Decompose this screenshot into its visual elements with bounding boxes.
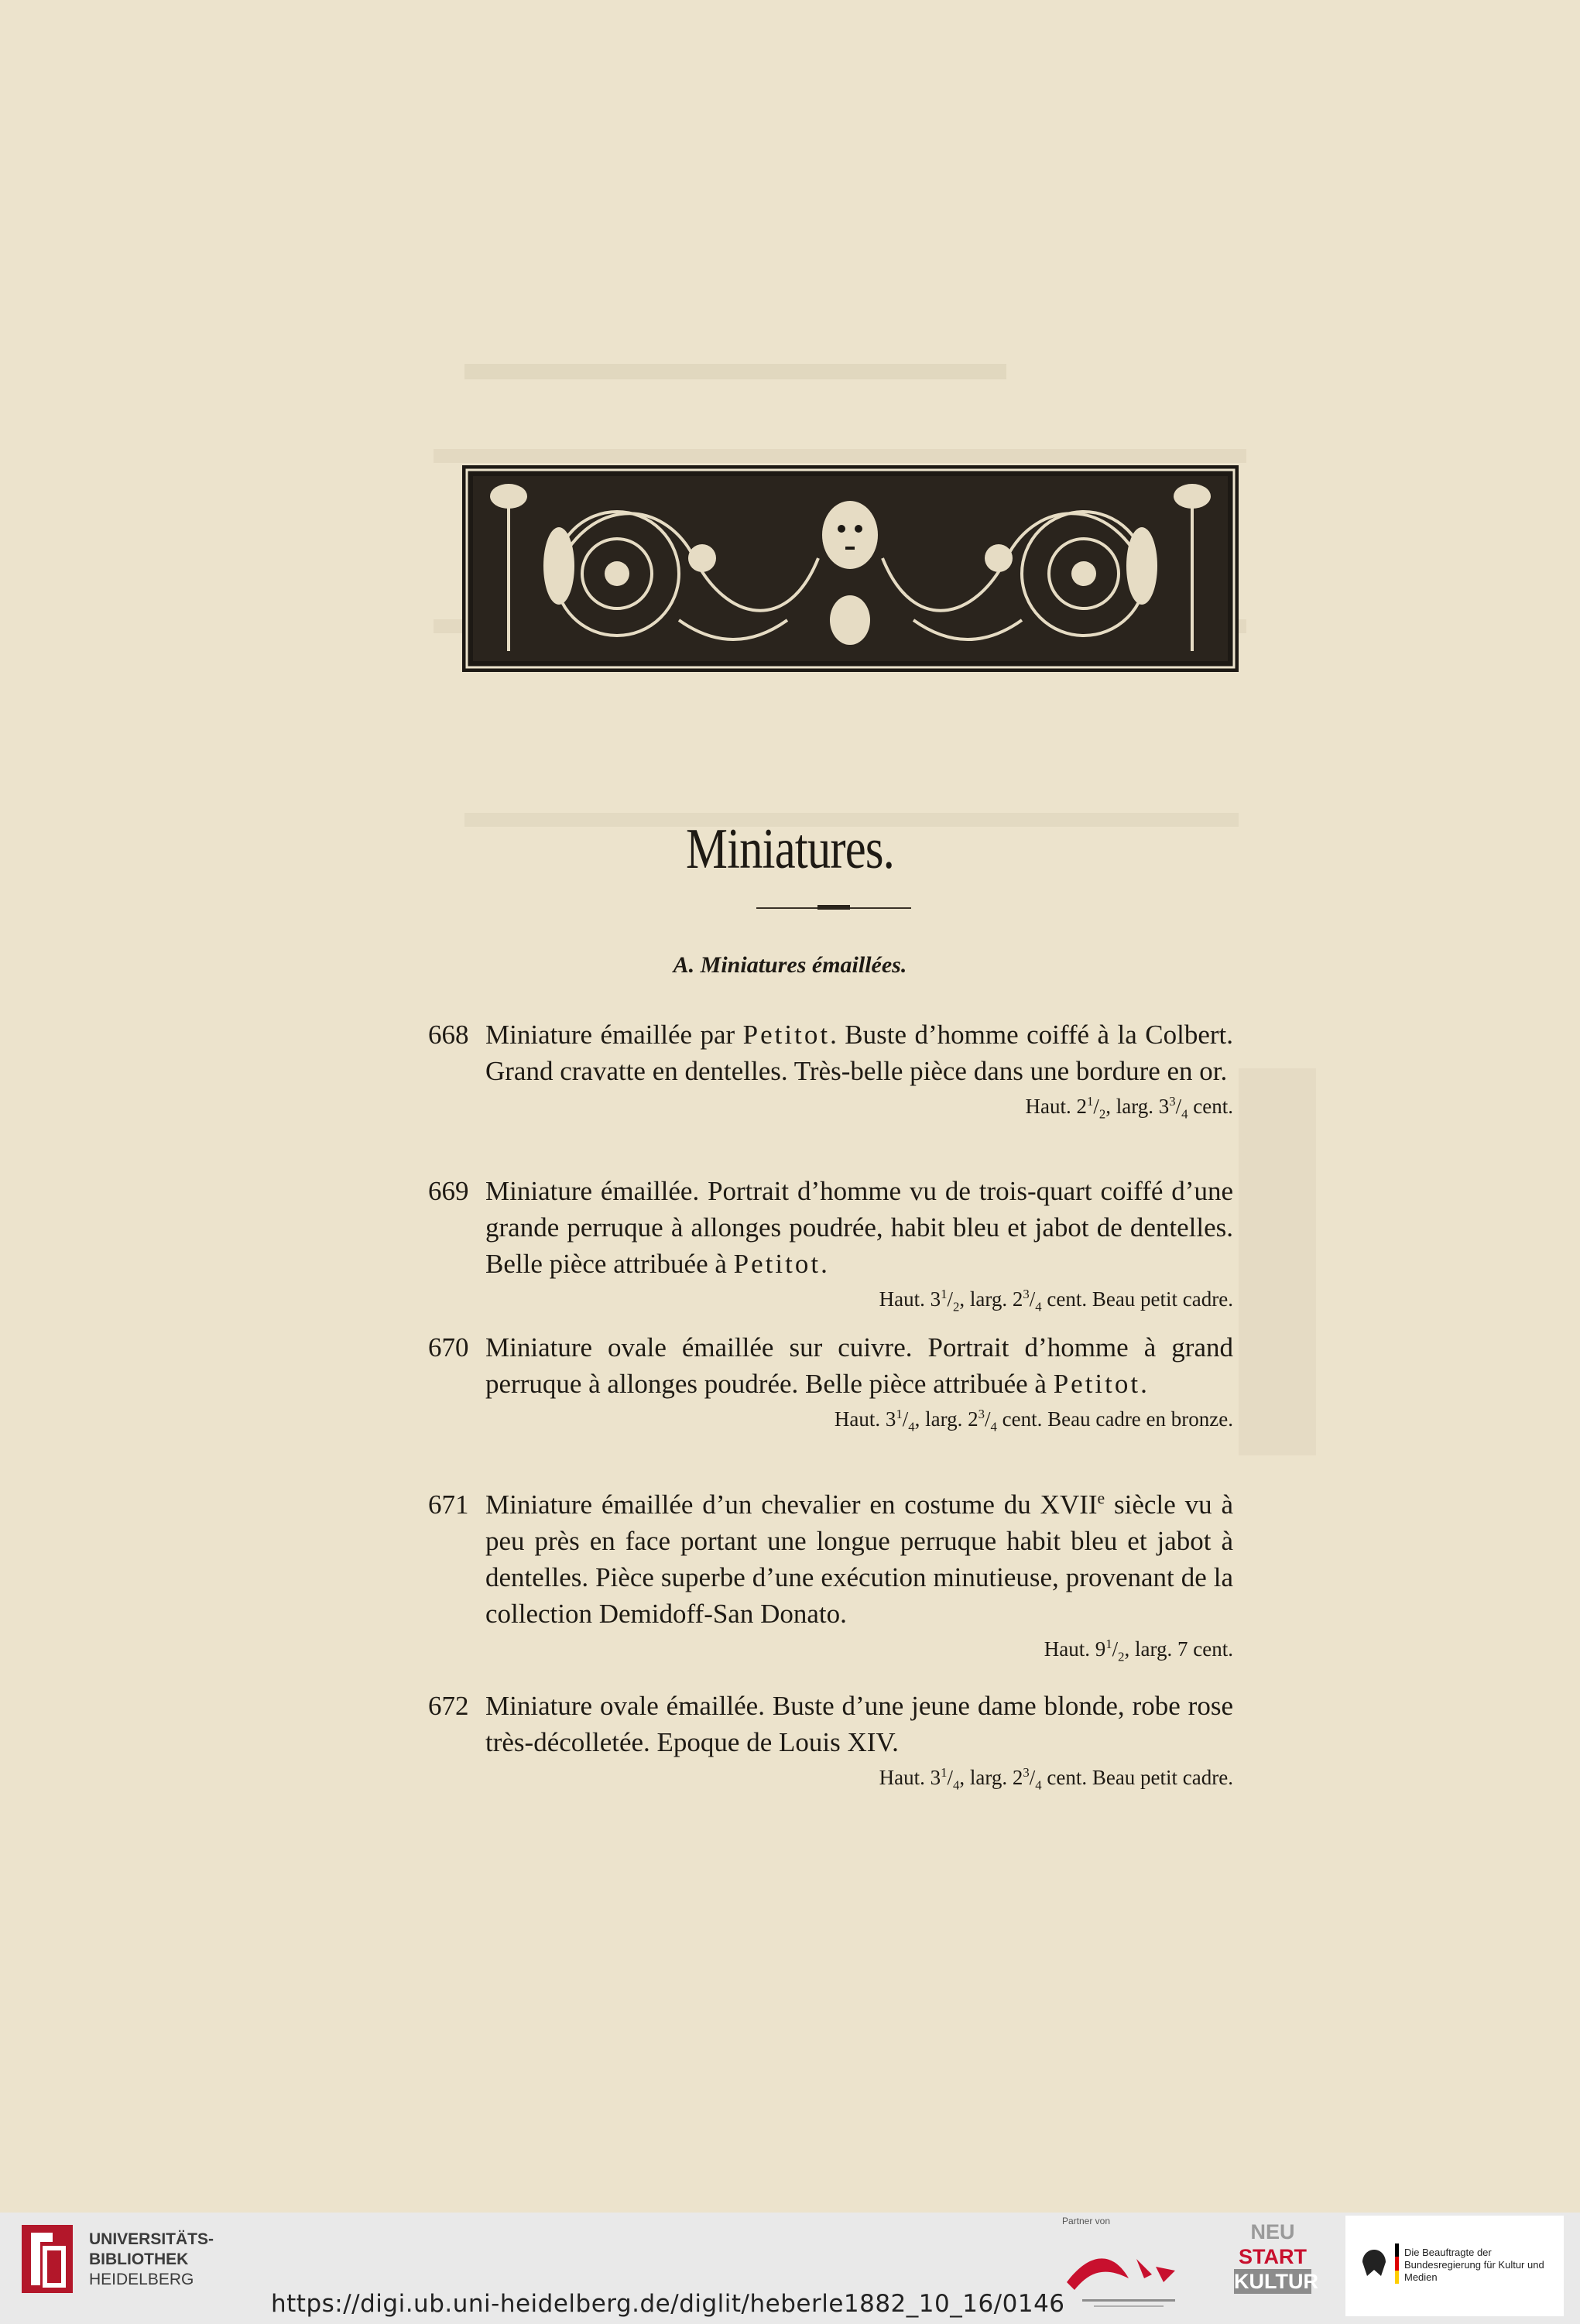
bkm-logo[interactable] [1345, 2216, 1564, 2316]
entry-number: 670 [428, 1332, 469, 1363]
entry-number: 668 [428, 1020, 469, 1050]
federal-eagle-icon [1359, 2247, 1389, 2281]
catalog-entry [428, 1016, 1233, 1120]
catalog-entry [428, 1329, 1233, 1433]
bkm-text: Die Beauftragte der Bundesregierung für Kultur und Medien [1404, 2247, 1544, 2283]
ornamental-frieze [462, 465, 1239, 672]
entry-text: Miniature émaillée par [485, 1020, 743, 1050]
page-title: Miniatures. [685, 818, 895, 881]
entry-dimensions: Haut. $9^1/_2$, larg. 7 cent. [1044, 1637, 1233, 1664]
entry-description [485, 1329, 1233, 1402]
entry-description [485, 1173, 1233, 1282]
entry-number: 671 [428, 1489, 469, 1520]
neustart-kultur-logo[interactable]: NEU START KULTUR [1234, 2220, 1318, 2293]
entry-dimensions: Haut. $3^1/_2$, larg. $2^3/_4$ cent. Beau petit cadre. [879, 1287, 1233, 1315]
artist-name: Petitot [742, 1020, 831, 1050]
catalog-entry [428, 1173, 1233, 1313]
entry-description: Miniature ovale émaillée. Buste d’une jeune dame blonde, robe rose très-décolletée. Epoque de Louis XIV. [485, 1691, 1233, 1757]
deutsche-digitale-bibliothek-logo-icon[interactable] [1059, 2236, 1198, 2313]
artist-name: Petitot [733, 1249, 821, 1279]
entry-text: . [1140, 1369, 1147, 1399]
library-logo-icon[interactable] [22, 2225, 73, 2293]
entry-text: . [821, 1249, 828, 1279]
library-name[interactable]: UNIVERSITÄTS- BIBLIOTHEK HEIDELBERG [89, 2230, 214, 2288]
entry-description: Miniature émaillée d’un chevalier en costume du XVIIe siècle vu à peu près en face portant une longue perruque habit bleu et jabot à dentelles. Pièce superbe d’une exécution minutieuse, provenant de la collection Demidoff-San Donato. [485, 1489, 1233, 1629]
title-rule-center [817, 905, 850, 910]
entry-text: Miniature ovale émaillée sur cuivre. Portrait d’homme à grand perruque à allonges poudrée. Belle pièce attribuée à [485, 1332, 1233, 1399]
entry-text: siècle vu à peu près en face portant une longue perruque habit bleu et jabot à dentelles. Pièce superbe d’une exécution minutieuse, provenant de la collection Demidoff-San Donato. [485, 1489, 1233, 1629]
german-flag-icon [1395, 2243, 1399, 2284]
artist-name: Petitot [1053, 1369, 1141, 1399]
entry-text: . Buste d’homme coiffé à la Colbert. Grand cravatte en dentelles. Très-belle pièce dans une bordure en or. [485, 1020, 1233, 1086]
entry-number: 669 [428, 1176, 469, 1206]
entry-text: Miniature émaillée d’un chevalier en costume du XVII [485, 1489, 1098, 1520]
partner-label: Partner von [1062, 2216, 1111, 2226]
permalink-url[interactable]: https://digi.ub.uni-heidelberg.de/diglit/heberle1882_10_16/0146 [271, 2290, 1065, 2318]
catalog-entry [428, 1688, 1233, 1791]
entry-dimensions: Haut. $3^1/_4$, larg. $2^3/_4$ cent. Beau cadre en bronze. [834, 1407, 1233, 1435]
entry-text: Miniature émaillée. Portrait d’homme vu de trois-quart coiffé d’une grande perruque à allonges poudrée, habit bleu et jabot de dentelles. Belle pièce attribuée à [485, 1176, 1233, 1279]
section-subheading: A. Miniatures émaillées. [673, 952, 907, 978]
entry-number: 672 [428, 1691, 469, 1721]
entry-dimensions: Haut. $3^1/_4$, larg. $2^3/_4$ cent. Beau petit cadre. [879, 1765, 1233, 1793]
entry-dimensions: Haut. $2^1/_2$, larg. $3^3/_4$ cent. [1025, 1094, 1233, 1122]
entry-description [485, 1016, 1233, 1089]
catalog-entry [428, 1486, 1233, 1663]
